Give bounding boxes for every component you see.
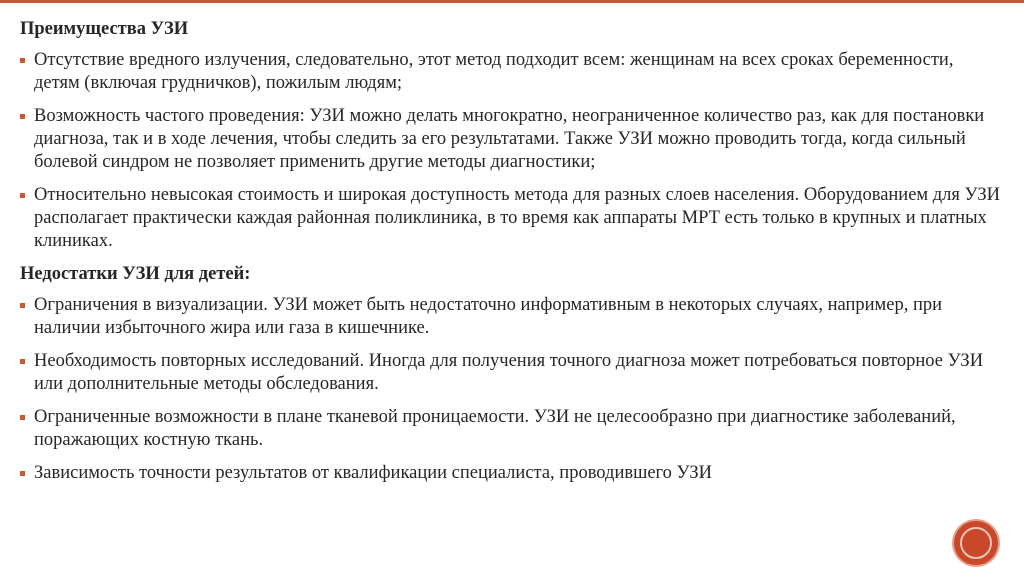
bullet-icon [20, 193, 25, 198]
list-item-text: Ограничения в визуализации. УЗИ может быть недостаточно информативным в некоторых случаях, например, при наличии избыточного жира или газа в кишечнике. [34, 295, 943, 338]
list-item-text: Отсутствие вредного излучения, следовательно, этот метод подходит всем: женщинам на всех сроках беременности, детям (включая грудничков), пожилым людям; [34, 50, 954, 93]
list-item [20, 350, 1000, 396]
badge-ring-icon [960, 527, 992, 559]
bullet-icon [20, 58, 25, 63]
bullet-icon [20, 471, 25, 476]
slide-content [20, 18, 1000, 495]
disadvantages-heading: Недостатки УЗИ для детей: [20, 264, 251, 284]
disadvantages-list [20, 294, 1000, 485]
slide-number-badge-icon [954, 521, 998, 565]
list-item [20, 294, 1000, 340]
bullet-icon [20, 114, 25, 119]
list-item-text: Необходимость повторных исследований. Иногда для получения точного диагноза может потребоваться повторное УЗИ или дополнительные методы обследования. [34, 351, 984, 394]
advantages-list [20, 49, 1000, 253]
list-item [20, 184, 1000, 253]
bullet-icon [20, 415, 25, 420]
list-item-text: Зависимость точности результатов от квалификации специалиста, проводившего УЗИ [34, 463, 713, 483]
advantages-heading: Преимущества УЗИ [20, 19, 189, 39]
list-item-text: Относительно невысокая стоимость и широкая доступность метода для разных слоев населения. Оборудованием для УЗИ располагает практически каждая районная поликлиника, в то время как аппараты МРТ есть только в крупных и платных клиниках. [34, 185, 1001, 251]
list-item-text: Возможность частого проведения: УЗИ можно делать многократно, неограниченное количество раз, как для постановки диагноза, так и в ходе лечения, чтобы следить за его результатами. Также УЗИ можно проводить тогда, когда сильный болевой синдром не позволяет применить другие методы диагностики; [34, 106, 985, 172]
list-item [20, 105, 1000, 174]
list-item [20, 49, 1000, 95]
list-item [20, 462, 1000, 485]
bullet-icon [20, 303, 25, 308]
list-item [20, 406, 1000, 452]
list-item-text: Ограниченные возможности в плане тканевой проницаемости. УЗИ не целесообразно при диагностике заболеваний, поражающих костную ткань. [34, 407, 956, 450]
top-accent-line [0, 0, 1024, 3]
bullet-icon [20, 359, 25, 364]
